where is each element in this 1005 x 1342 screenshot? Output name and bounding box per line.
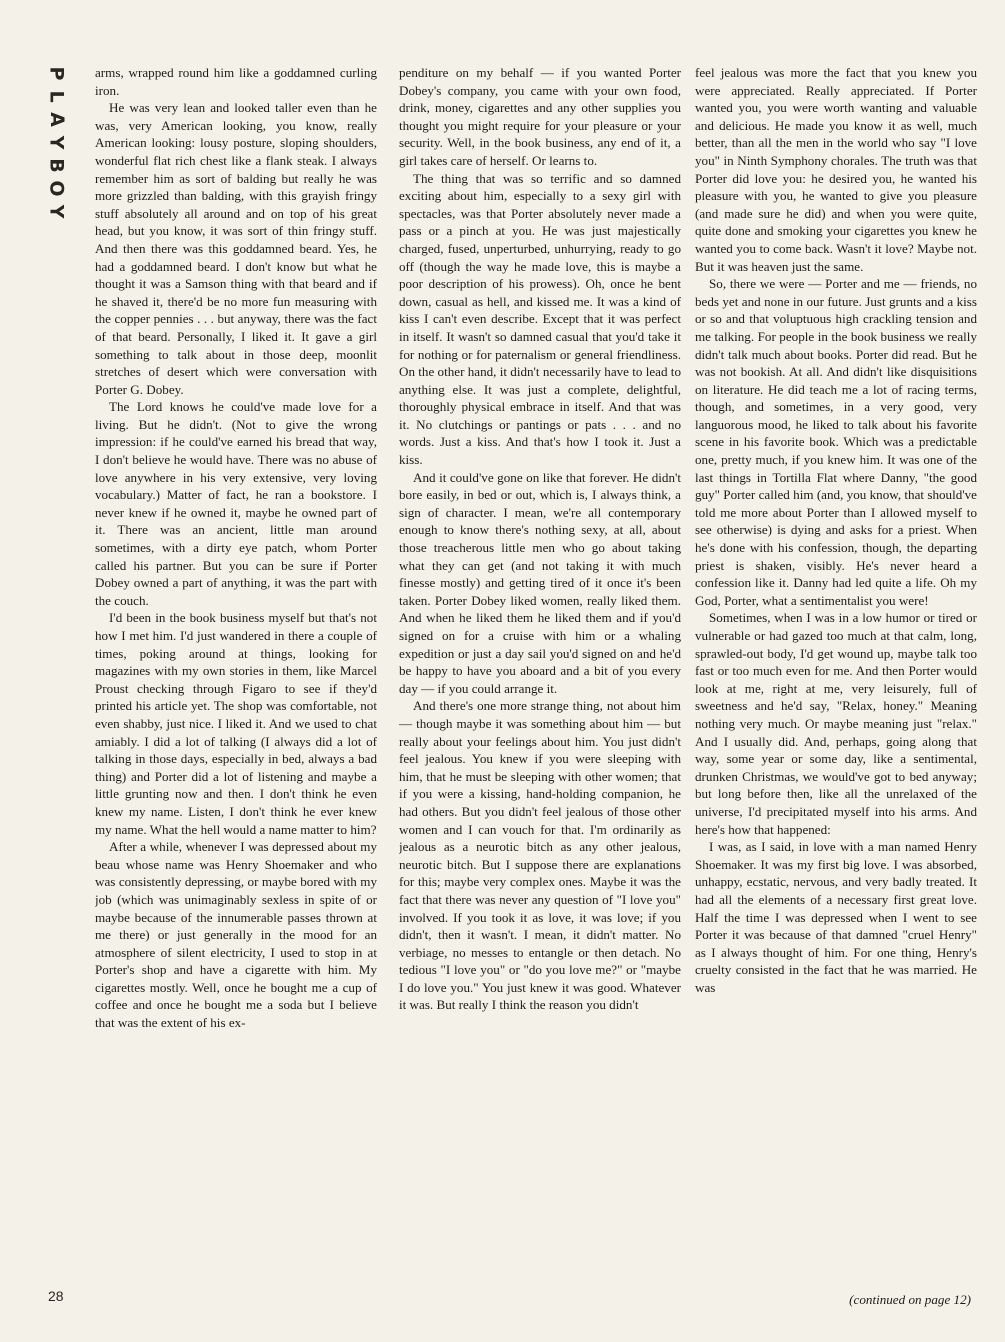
- magazine-letter: L: [45, 90, 68, 103]
- paragraph: He was very lean and looked taller even than he was, very American looking, you know, really American looking: lousy posture, sloping shoulders, wonderful flat rich chest like a flank steak. I always remember him as sort of balding but really he was more grizzled than balding, with this grayish fringy stuff absolutely all around and on top of his great head, but you know, it was sort of thin fringy stuff. And then there was this goddamned beard. Yes, he had a goddamned beard. I don't know but what he thought it was a Samson thing with that beard and if he shaved it, there'd be no more fun measuring with the copper pennies . . . but anyway, there was the fact of that beard. Personally, I liked it. It gave a girl something to talk about in those deep, moonlit stretches of desert which were conversation with Porter G. Dobey.: [95, 100, 377, 397]
- text-column-3: [695, 64, 977, 1314]
- paragraph: feel jealous was more the fact that you knew you were appreciated. Really appreciated. If Porter wanted you, you were worth wanting and valuable and delicious. He made you know it as well, much better, than all the men in the world who say "I love you" in Ninth Symphony chorales. The truth was that Porter did love you: he desired you, he wanted his pleasure with you, he wanted to give you pleasure (and made sure he did) and when you were quite, quite done and smoking your cigarettes you knew he wanted you to come back. Wasn't it love? Maybe not. But it was heaven just the same.: [695, 65, 977, 274]
- magazine-letter: B: [45, 158, 68, 173]
- paragraph: The Lord knows he could've made love for a living. But he didn't. (Not to give the wrong impression: if he could've earned his bread that way, I don't believe he would have. There was no abuse of love anywhere in his very extensive, very loving vocabulary.) Matter of fact, he ran a bookstore. I never knew if he owned it, maybe he owned part of it. There was an ancient, little man around sometimes, with a dirty eye patch, whom Porter called his partner. But you can be sure if Porter Dobey owned a part of anything, it was the part with the couch.: [95, 399, 377, 608]
- magazine-letter: P: [45, 66, 68, 81]
- continued-note: (continued on page 12): [849, 1292, 971, 1307]
- paragraph: So, there we were — Porter and me — friends, no beds yet and none in our future. Just grunts and a kiss or so and that voluptuous high crackling tension and me talking. For people in the book business we really didn't talk much about books. Porter did read. But he was not bookish. At all. And didn't like disquisitions on literature. He did teach me a lot of racing terms, though, and sometimes, in a very good, very languorous mood, he liked to talk about his favorite scene in his favorite book. Which was a predictable one, pretty much, if you knew him. It was one of the last things in Tortilla Flat where Danny, "the good guy" Porter called him (and, you know, that should've told me more about Porter than I allowed myself to see otherwise) is dying and asks for a priest. When he's done with his confession, though, the departing priest is shaken, visibly. He's never heard a confession like it. Danny had led quite a life. Oh my God, Porter, what a sentimentalist you were!: [695, 276, 977, 608]
- text-column-2: [399, 64, 681, 1314]
- paragraph: The thing that was so terrific and so damned exciting about him, especially to a sexy girl with spectacles, was that Porter absolutely never made a pass or a pinch at you. He was just majestically charged, fused, unperturbed, unhurrying, ready to go off (though the way he made love, this is maybe a poor description of his prowess). Oh, once he bent down, casual as hell, and kissed me. It was a kind of kiss I can't even describe. Except that it was perfect in itself. It wasn't so damned casual that you'd take it for nothing or for paternalism or general friendliness. On the other hand, it didn't necessarily have to lead to anything else. It was just a complete, delightful, thoroughly physical embrace in itself. And that was it. No clutchings or pantings or pats . . . and no words. Just a kiss. And that's how I took it. Just a kiss.: [399, 170, 681, 468]
- paragraph: arms, wrapped round him like a goddamned curling iron.: [95, 65, 377, 98]
- paragraph: Sometimes, when I was in a low humor or tired or vulnerable or had gazed too much at that calm, long, sprawled-out body, I'd get wound up, maybe talk too fast or too much even for me. And then Porter would look at me, right at me, very leisurely, full of sweetness and he'd say, "Relax, honey." Meaning nothing very much. Or maybe meaning just "relax." And I usually did. And, perhaps, going along that way, some year or some day, like a sentimental, drunken Christmas, we would've got to bed anyway; but long before then, like all the unrelaxed of the universe, I'd precipitated myself into his arms. And here's how that happened:: [695, 610, 977, 837]
- paragraph: And there's one more strange thing, not about him — though maybe it was something about him — but really about your feelings about him. You just didn't feel jealous. You knew if you were sleeping with him, that he must be sleeping with other women; that if you were a kissing, hand-holding companion, he had others. But you didn't feel jealous of those other women and I can vouch for that. I'm ordinarily as jealous as a neurotic bitch as any other jealous, neurotic bitch. But I suppose there are explanations for this; maybe very complex ones. Maybe it was the fact that there was never any question of "I love you" involved. If you took it as love, it was love; if you didn't, then it wasn't. I mean, it didn't matter. No verbiage, no messes to entangle or then detach. No tedious "I love you" or "do you love me?" or "maybe I do love you." You just knew it was good. Whatever it was. But really I think the reason you didn't: [399, 698, 681, 1013]
- magazine-letter: Y: [45, 135, 68, 150]
- magazine-name-vertical: [45, 62, 68, 223]
- paragraph: I was, as I said, in love with a man named Henry Shoemaker. It was my first big love. I was absorbed, unhappy, ecstatic, nervous, and very badly treated. It had all the elements of a necessary first great love. Half the time I was depressed when I went to see Porter it was because of that damned "cruel Henry" as I always thought of him. For one thing, Henry's cruelty consisted in the fact that he was married. He was: [695, 839, 977, 995]
- paragraph: After a while, whenever I was depressed about my beau whose name was Henry Shoemaker and who was consistently depressing, or maybe bored with my job (which was unimaginably sexless in spite of or maybe because of the innumerable passes thrown at me there) or just generally in the mood for an atmosphere of silent electricity, I used to stop in at Porter's shop and have a cigarette with him. My cigarettes mostly. Well, once he bought me a cup of coffee and once he bought me a soda but I believe that was the extent of his ex-: [95, 839, 377, 1031]
- paragraph: And it could've gone on like that forever. He didn't bore easily, in bed or out, which is, I always think, a sign of character. I mean, we're all contemporary enough to know there's nothing sexy, at all, about those treacherous little men who go about taking what they can get (and not taking it with much finesse mostly) and getting tired of it once it's been taken. Porter Dobey liked women, really liked them. And when he liked them he liked them and if you'd signed on for a cruise with him or a whaling expedition or just a day sail you'd signed on and he'd be happy to have you aboard and a bit of you every day — if you could arrange it.: [399, 469, 681, 696]
- magazine-letter: O: [45, 180, 68, 197]
- text-column-1: [95, 64, 377, 1314]
- paragraph: penditure on my behalf — if you wanted Porter Dobey's company, you came with your own food, drink, money, cigarettes and any other supplies you thought you might require for your pleasure or your security. Well, in the book business, any end of it, a girl takes care of herself. Or learns to.: [399, 65, 681, 168]
- magazine-letter: Y: [45, 204, 68, 219]
- page-number: 28: [48, 1288, 64, 1304]
- paragraph: I'd been in the book business myself but that's not how I met him. I'd just wandered in there a couple of times, poking around at things, looking for magazines with my own stories in them, like Marcel Proust checking through Figaro to see if they'd printed his article yet. The shop was comfortable, not even shabby, just nice. I liked it. And we used to chat amiably. I did a lot of talking (I always did a lot of talking in those days, especially in bed, always a bad thing) and Porter did a lot of listening and maybe a little grunting now and then. I don't think he even knew my name. Listen, I don't think he ever knew my name. What the hell would a name matter to him?: [95, 610, 377, 837]
- magazine-letter: A: [45, 112, 68, 127]
